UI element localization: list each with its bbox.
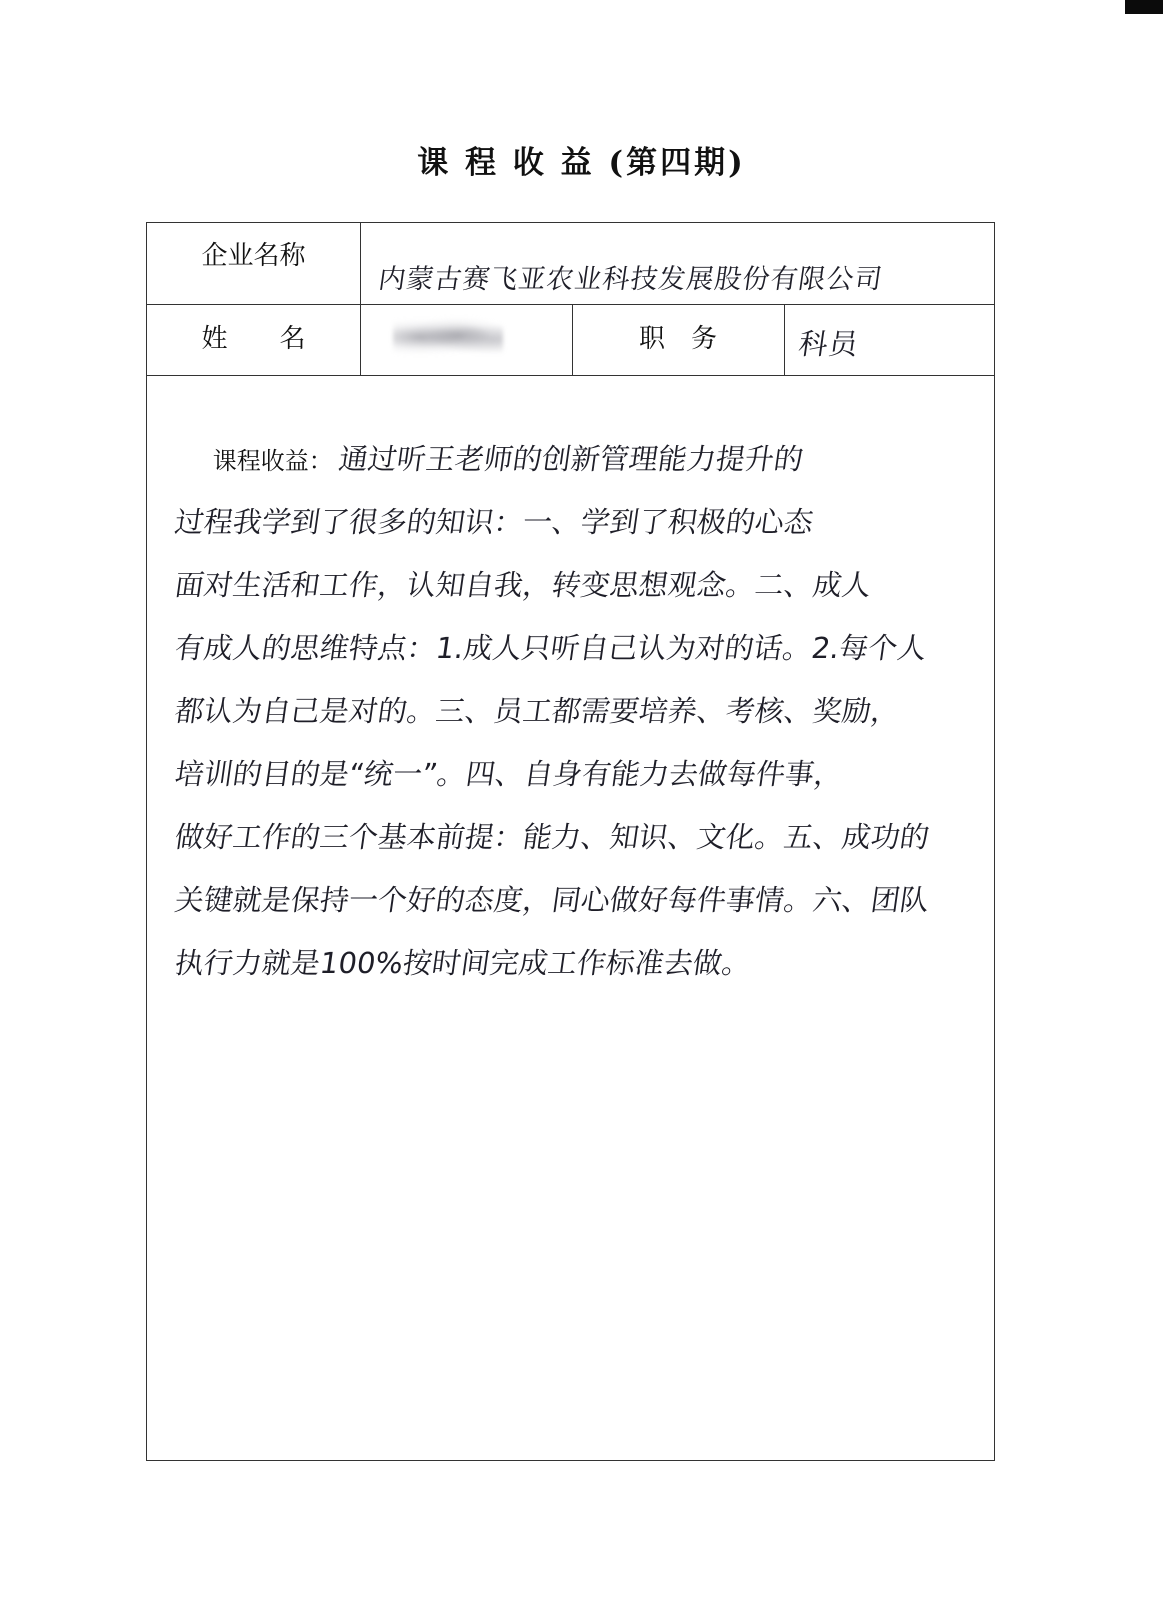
benefit-line: 有成人的思维特点：1.成人只听自己认为对的话。2.每个人 (172, 631, 929, 665)
redacted-name (393, 316, 503, 358)
position-label: 职 务 (638, 324, 717, 354)
position-value: 科员 (796, 327, 862, 361)
benefit-line: 过程我学到了很多的知识：一、学到了积极的心态 (172, 505, 816, 539)
benefit-body (172, 428, 975, 995)
name-label: 姓 名 (201, 324, 306, 354)
benefit-line: 关键就是保持一个好的态度，同心做好每件事情。六、团队 (172, 883, 932, 917)
page-title: 课 程 收 益 (第四期) (417, 145, 746, 181)
col-divider-label (360, 223, 361, 375)
scan-edge-mark (1125, 0, 1163, 14)
benefit-line: 做好工作的三个基本前提：能力、知识、文化。五、成功的 (172, 820, 932, 854)
feedback-form (146, 222, 995, 1461)
benefit-line (171, 428, 980, 491)
company-value: 内蒙古赛飞亚农业科技发展股份有限公司 (376, 264, 885, 295)
row-divider-company (147, 304, 994, 305)
col-divider-position-label (784, 304, 785, 375)
company-label: 企业名称 (201, 241, 306, 271)
benefit-label: 课程收益： (212, 447, 333, 475)
benefit-text: 通过听王老师的创新管理能力提升的 (336, 442, 806, 476)
benefit-line: 都认为自己是对的。三、员工都需要培养、考核、奖励， (172, 694, 903, 728)
benefit-line: 培训的目的是“统一”。四、自身有能力去做每件事， (172, 757, 846, 791)
row-divider-name (147, 375, 994, 376)
benefit-line: 面对生活和工作，认知自我，转变思想观念。二、成人 (172, 568, 874, 602)
benefit-line: 执行力就是100%按时间完成工作标准去做。 (172, 946, 754, 980)
